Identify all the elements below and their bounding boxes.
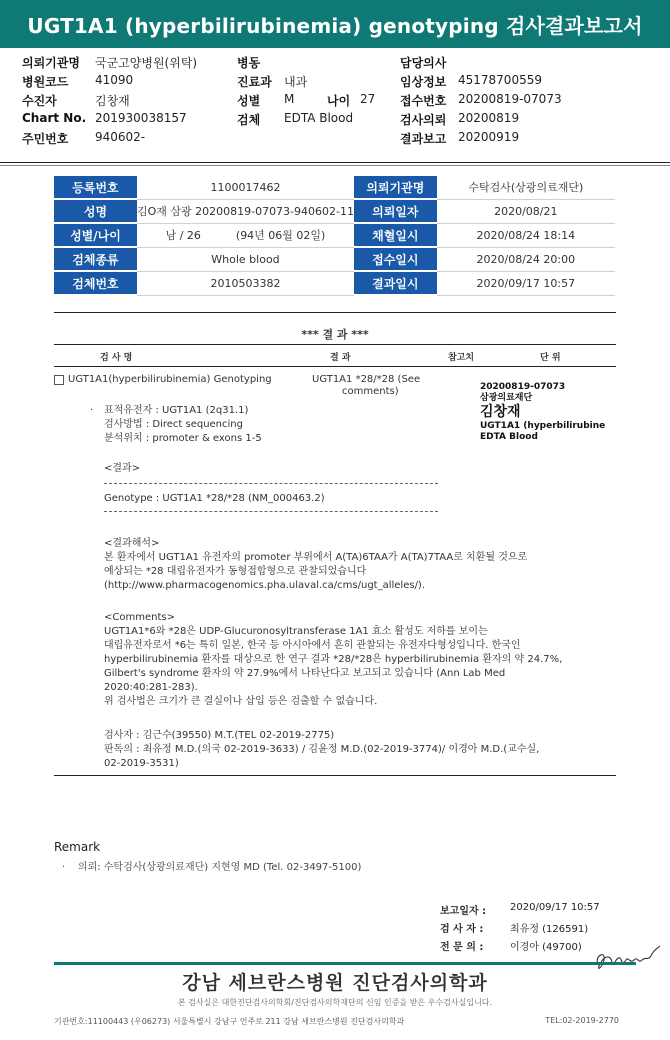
staff-line: 판독의 : 최유정 M.D.(의국 02-2019-3633) / 김윤정 M.D.(02-2019-3774)/ 이경아 M.D.(교수실, (104, 744, 540, 755)
dashed-divider (104, 483, 438, 484)
footer-accent-line (54, 962, 636, 965)
header-label: 담당의사 (400, 56, 447, 70)
detail-line: 표적유전자 : UGT1A1 (2q31.1) (104, 405, 249, 416)
header-value: 940602- (95, 130, 146, 144)
info-key: 의뢰기관명 (354, 176, 437, 199)
test-method-block (104, 404, 624, 446)
header-divider (0, 165, 670, 166)
age-value: 27 (360, 92, 376, 106)
comment-line: UGT1A1*6와 *28은 UDP-Glucuronosyltransferase 1A1 효소 활성도 저하를 보이는 (104, 626, 488, 637)
header-label: 결과보고 (400, 132, 447, 146)
detail-line: 검사방법 : Direct sequencing (104, 419, 243, 430)
header-label: 의뢰기관명 (22, 56, 80, 70)
comments-heading: <Comments> (104, 612, 175, 623)
header-value: 45178700559 (458, 73, 542, 87)
info-value: 김O재 삼광 20200819-07073-940602-11 (137, 199, 354, 223)
info-value: 수탁검사(상광의료재단) (437, 176, 615, 199)
info-value: 2010503382 (137, 271, 354, 295)
comment-line: hyperbilirubinemia 환자를 대상으로 한 연구 결과 *28/*28은 hyperbilirubinemia 환자의 약 24.7%, (104, 654, 563, 665)
footer-tel: TEL:02-2019-2770 (545, 1016, 619, 1025)
interpretation-block (104, 537, 624, 593)
comments-block (104, 611, 624, 709)
test-name: UGT1A1(hyperbilirubinemia) Genotyping (68, 374, 272, 385)
section-divider (54, 344, 616, 345)
table-row (54, 199, 615, 223)
bullet-mark: · (90, 405, 94, 416)
accreditation-note: 본 검사실은 대한진단검사의학회/진단검사의학재단의 신임 인증을 받은 우수검사실입니다. (177, 998, 493, 1007)
expand-box-icon (54, 375, 64, 385)
comment-line: 2020:40:281-283). (104, 682, 198, 693)
header-value: M (284, 92, 295, 106)
result-section-title: *** 결 과 *** (301, 328, 369, 341)
specimen-info-table (54, 176, 615, 296)
staff-block (104, 729, 624, 771)
remark-text: 의뢰: 수탁검사(상광의료재단) 지현영 MD (Tel. 02-3497-5100) (77, 862, 362, 873)
col-result: 결 과 (330, 353, 351, 363)
info-value: 남 / 26 (94년 06월 02일) (137, 223, 354, 247)
header-label: 병동 (237, 56, 261, 70)
info-key: 채혈일시 (354, 223, 437, 247)
table-row (54, 247, 615, 271)
header-label: 임상정보 (400, 75, 447, 89)
table-row (54, 223, 615, 247)
section-divider (54, 312, 616, 313)
stamp-line: UGT1A1 (hyperbilirubine (480, 421, 606, 431)
header-label: 검체 (237, 113, 261, 127)
interpretation-line: 예상되는 *28 대립유전자가 동형접합형으로 관찰되었습니다 (104, 566, 367, 577)
header-value: 201930038157 (95, 111, 187, 125)
header-value: EDTA Blood (284, 111, 354, 125)
info-key: 의뢰일자 (354, 199, 437, 223)
footer-address-row (54, 1016, 619, 1027)
header-label: 접수번호 (400, 94, 447, 108)
info-value: 2020/08/21 (437, 199, 615, 223)
interpretation-line: (http://www.pharmacogenomics.pha.ulaval.ca/cms/ugt_alleles/). (104, 580, 426, 591)
col-reference: 참고치 (448, 353, 475, 363)
signature-value: 이경아 (49700) (510, 942, 582, 953)
section-divider (54, 775, 616, 776)
comment-line: 대립유전자로서 *6는 특히 일본, 한국 등 아시아에서 흔히 관찰되는 유전자다형성입니다. 한국인 (104, 640, 521, 651)
stamp-line: 20200819-07073 (480, 382, 566, 392)
comment-line: 위 검사법은 크기가 큰 결실이나 삽입 등은 검출할 수 없습니다. (104, 696, 378, 707)
col-test-name: 검 사 명 (100, 353, 133, 363)
age-label: 나이 (327, 94, 351, 108)
header-label: 성별 (237, 94, 261, 108)
info-key: 성별/나이 (54, 223, 137, 247)
info-key: 접수일시 (354, 247, 437, 271)
stamp-line: EDTA Blood (480, 432, 538, 442)
info-value: 2020/08/24 18:14 (437, 223, 615, 247)
info-key: 검체번호 (54, 271, 137, 295)
header-value: 20200819 (458, 111, 520, 125)
table-row (54, 271, 615, 295)
report-title-banner (0, 0, 670, 48)
header-label: 주민번호 (22, 132, 69, 146)
header-value: 국군고양병원(위탁) (95, 56, 198, 70)
patient-header (22, 54, 652, 149)
signature-label: 보고일자 : (440, 906, 487, 917)
result-value-cont: comments) (342, 386, 399, 397)
header-value: 내과 (284, 75, 308, 89)
footer-address: 기관번호:11100443 (우06273) 서울특별시 강남구 언주로 211 강남 세브란스병원 진단검사의학과 (54, 1017, 405, 1026)
header-value: 41090 (95, 73, 134, 87)
result-value: UGT1A1 *28/*28 (See (312, 374, 421, 385)
info-key: 성명 (54, 199, 137, 223)
department-title: 강남 세브란스병원 진단검사의학과 (182, 972, 488, 994)
interpretation-heading: <결과해석> (104, 538, 160, 549)
signature-value: 2020/09/17 10:57 (510, 902, 600, 913)
info-key: 결과일시 (354, 271, 437, 295)
staff-line: 검사자 : 김근수(39550) M.T.(TEL 02-2019-2775) (104, 730, 335, 741)
genotype-line: Genotype : UGT1A1 *28/*28 (NM_000463.2) (104, 493, 325, 504)
remark-title: Remark (54, 840, 101, 854)
interpretation-line: 본 환자에서 UGT1A1 유전자의 promoter 부위에서 A(TA)6TAA가 A(TA)7TAA로 치환될 것으로 (104, 552, 528, 563)
dashed-divider (104, 511, 438, 512)
header-label: 진료과 (237, 75, 272, 89)
header-label: 검사의뢰 (400, 113, 447, 127)
section-divider (54, 366, 616, 367)
staff-line: 02-2019-3531) (104, 758, 179, 769)
report-title: UGT1A1 (hyperbilirubinemia) genotyping 검사결과보고서 (27, 13, 643, 38)
remark-item: · 의뢰: 수탁검사(상광의료재단) 지현영 MD (Tel. 02-3497-5100) (62, 862, 362, 873)
stamp-line: 삼광의료재단 (480, 393, 533, 403)
stamp-name: 김창재 (480, 404, 521, 420)
signature-value: 최유정 (126591) (510, 924, 589, 935)
detail-line: 분석위치 : promoter & exons 1-5 (104, 433, 262, 444)
info-value: 2020/08/24 20:00 (437, 247, 615, 271)
info-value: Whole blood (137, 247, 354, 271)
header-label: 수진자 (22, 94, 57, 108)
signature-label: 전 문 의 : (440, 942, 484, 953)
info-value: 2020/09/17 10:57 (437, 271, 615, 295)
signature-label: 검 사 자 : (440, 924, 484, 935)
header-label: Chart No. (22, 111, 87, 125)
table-row (54, 176, 615, 199)
col-unit: 단 위 (540, 353, 561, 363)
header-value: 김창재 (95, 94, 130, 108)
info-key: 검체종류 (54, 247, 137, 271)
header-label: 병원코드 (22, 75, 69, 89)
info-key: 등록번호 (54, 176, 137, 199)
header-value: 20200819-07073 (458, 92, 562, 106)
result-heading: <결과> (104, 463, 141, 474)
comment-line: Gilbert's syndrome 환자의 약 27.9%에서 나타난다고 보고되고 있습니다 (Ann Lab Med (104, 668, 506, 679)
header-value: 20200919 (458, 130, 520, 144)
header-divider (0, 162, 670, 163)
info-value: 1100017462 (137, 176, 354, 199)
